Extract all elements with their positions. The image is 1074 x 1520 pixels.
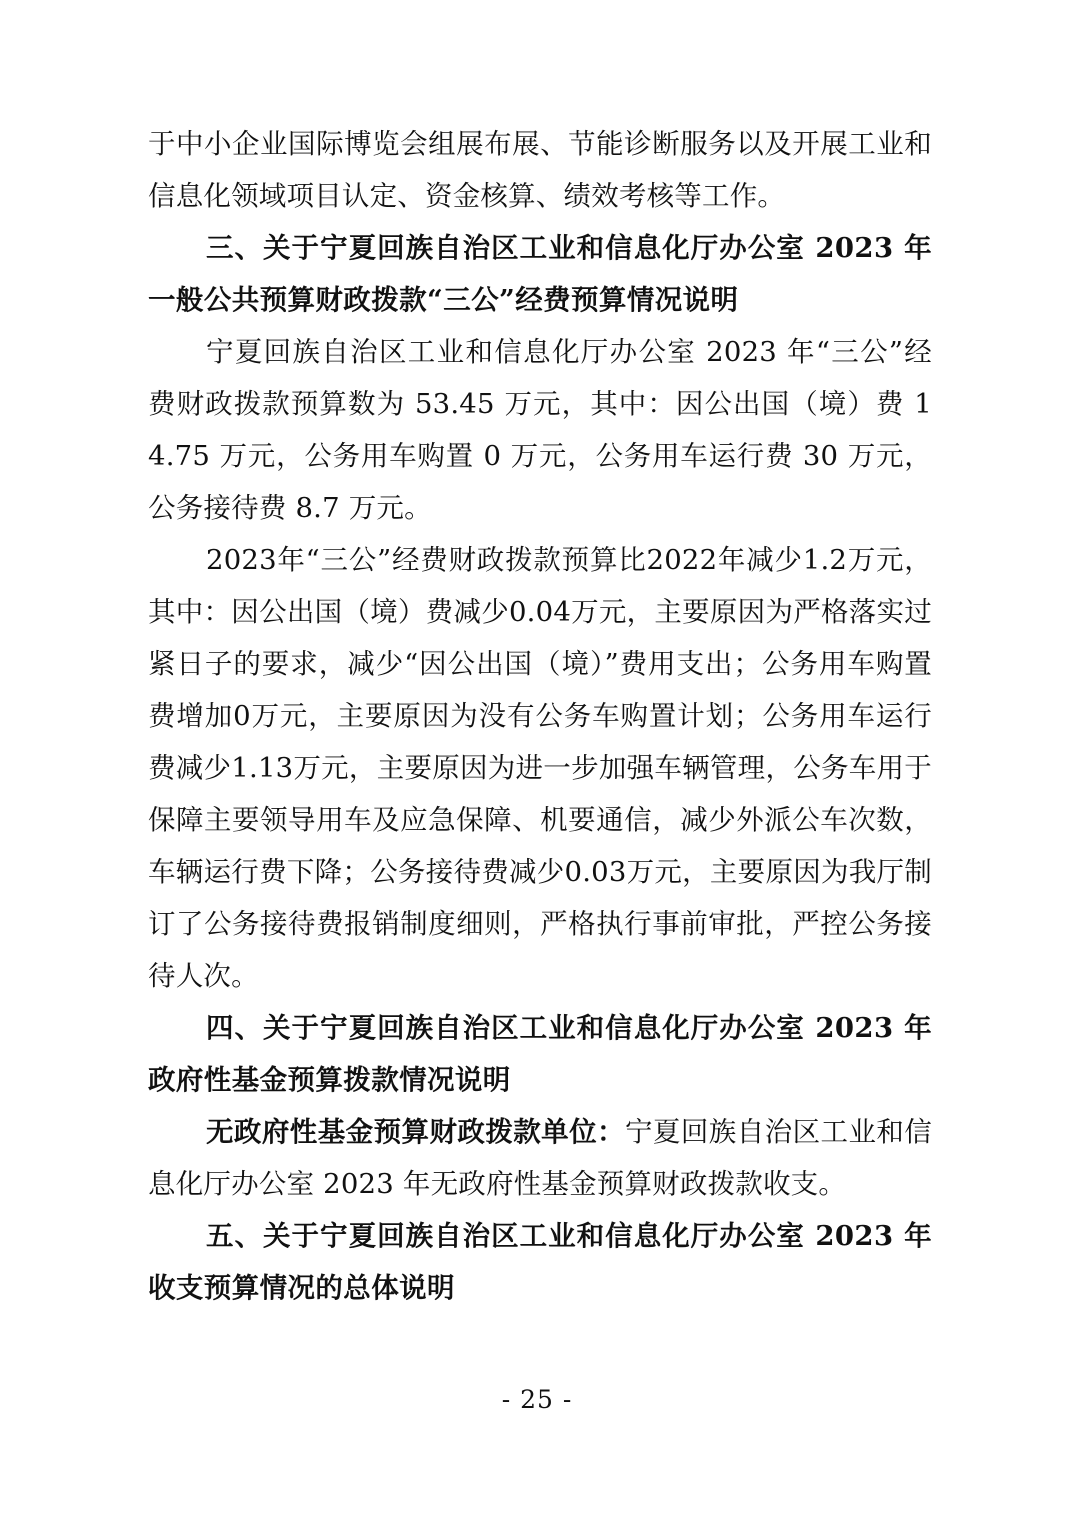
- paragraph-three-public-funds-budget: 宁夏回族自治区工业和信息化厅办公室 2023 年“三公”经费财政拨款预算数为 53.45 万元，其中：因公出国（境）费 14.75 万元，公务用车购置 0 万元，公务用车运行费 30 万元，公务接待费 8.7 万元。: [148, 336, 932, 524]
- page-number: - 25 -: [501, 1385, 573, 1414]
- section-heading-four: 四、关于宁夏回族自治区工业和信息化厅办公室 2023 年政府性基金预算拨款情况说明: [148, 1012, 932, 1096]
- page-content: [148, 118, 932, 1314]
- section-heading-three: 三、关于宁夏回族自治区工业和信息化厅办公室 2023 年一般公共预算财政拨款“三公”经费预算情况说明: [148, 232, 932, 316]
- section-heading-five: 五、关于宁夏回族自治区工业和信息化厅办公室 2023 年收支预算情况的总体说明: [148, 1220, 932, 1304]
- paragraph-lead-text: 宁夏回族自治区工业和信息化厅办公室 2023 年无政府性基金预算财政拨款收支。: [148, 1116, 933, 1200]
- paragraph-government-fund-budget: [148, 1106, 932, 1210]
- paragraph-three-public-funds-comparison: 2023年“三公”经费财政拨款预算比2022年减少1.2万元，其中：因公出国（境）费减少0.04万元，主要原因为严格落实过紧日子的要求，减少“因公出国（境）”费用支出；公务用车购置费增加0万元，主要原因为没有公务车购置计划；公务用车运行费减少1.13万元，主要原因为进一步加强车辆管理，公务车用于保障主要领导用车及应急保障、机要通信，减少外派公车次数，车辆运行费下降；公务接待费减少0.03万元，主要原因为我厅制订了公务接待费报销制度细则，严格执行事前审批，严控公务接待人次。: [148, 544, 932, 992]
- paragraph-continuation: 于中小企业国际博览会组展布展、节能诊断服务以及开展工业和信息化领域项目认定、资金核算、绩效考核等工作。: [148, 128, 932, 212]
- paragraph-lead-label: 无政府性基金预算财政拨款单位：: [206, 1116, 625, 1148]
